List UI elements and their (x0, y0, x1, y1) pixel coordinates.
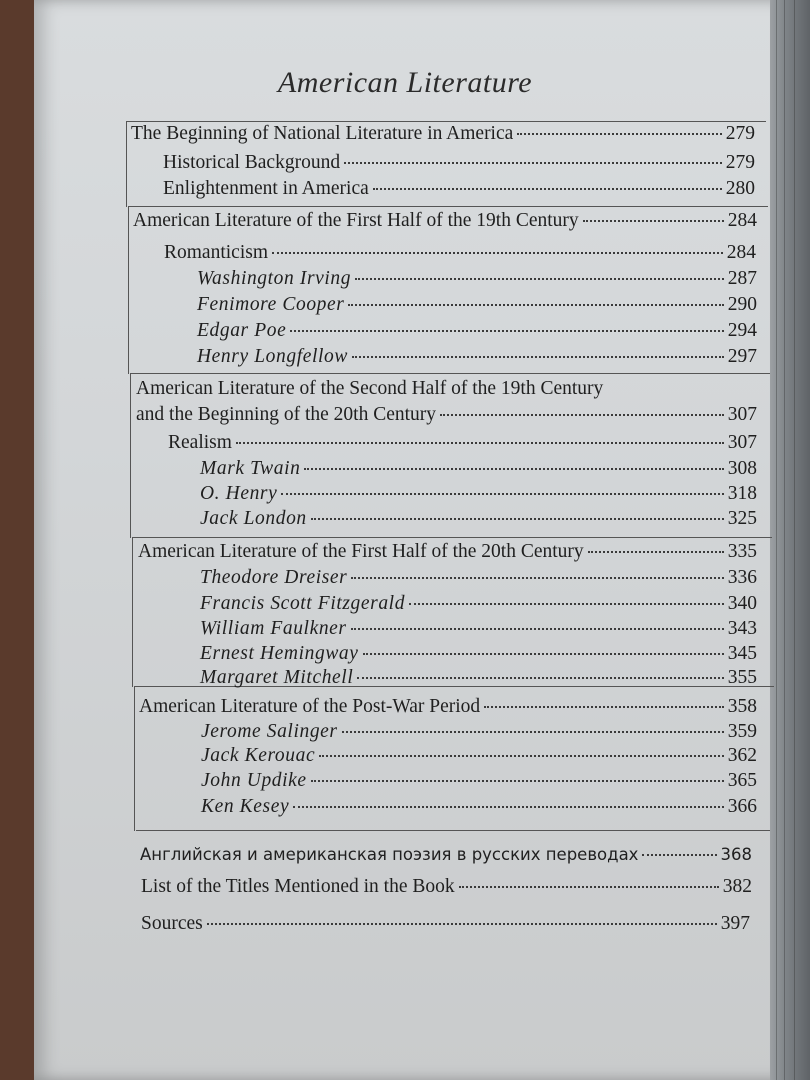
section-rule (128, 206, 768, 207)
section-rule (126, 121, 127, 207)
toc-title: Francis Scott Fitzgerald (200, 593, 406, 614)
dot-leader (484, 704, 724, 708)
toc-entry[interactable] (200, 593, 757, 615)
dot-leader (319, 753, 724, 757)
toc-entry[interactable] (201, 721, 757, 743)
toc-entry[interactable] (163, 178, 755, 200)
toc-title: Ken Kesey (201, 796, 290, 817)
toc-page: 368 (720, 845, 752, 864)
toc-entry[interactable] (164, 242, 756, 264)
dot-leader (440, 412, 724, 416)
dot-leader (293, 804, 724, 808)
toc-entry[interactable] (140, 845, 752, 864)
dot-leader (357, 675, 723, 679)
toc-entry[interactable] (201, 770, 757, 792)
toc-entry[interactable] (136, 404, 757, 426)
dot-leader (207, 921, 717, 925)
toc-title: Enlightenment in America (163, 178, 369, 199)
toc-title: O. Henry (200, 483, 278, 504)
toc-title: Henry Longfellow (197, 346, 348, 367)
toc-entry[interactable] (200, 643, 757, 665)
dot-leader (344, 160, 722, 164)
toc-title: Fenimore Cooper (197, 294, 345, 315)
dot-leader (459, 884, 719, 888)
dot-leader (409, 601, 724, 605)
toc-page: 362 (727, 745, 757, 766)
toc-page: 294 (727, 320, 757, 341)
toc-entry[interactable] (133, 210, 757, 232)
toc-entry[interactable] (197, 346, 757, 368)
dot-leader (373, 186, 722, 190)
toc-page: 397 (720, 913, 750, 934)
toc-page: 325 (727, 508, 757, 529)
toc-entry[interactable] (197, 320, 757, 342)
toc-title: Jack London (200, 508, 307, 529)
toc-title: Ernest Hemingway (200, 643, 359, 664)
toc-page: 307 (727, 432, 757, 453)
toc-title: Theodore Dreiser (200, 567, 348, 588)
toc-entry[interactable] (200, 618, 757, 640)
toc-entry[interactable] (141, 876, 752, 898)
dot-leader (311, 516, 724, 520)
toc-title: Jerome Salinger (201, 721, 338, 742)
section-rule (130, 373, 131, 538)
toc-entry[interactable] (201, 796, 757, 818)
toc-page: 297 (727, 346, 757, 367)
section-rule (134, 686, 135, 831)
toc-entry-line[interactable]: American Literature of the Second Half of the 19th Century (136, 378, 604, 399)
toc-page: 355 (727, 667, 757, 688)
toc-page: 343 (727, 618, 757, 639)
toc-page: 336 (727, 567, 757, 588)
toc-entry[interactable] (141, 913, 750, 935)
toc-page: 284 (726, 242, 756, 263)
page-edge (770, 0, 810, 1080)
toc-page: 335 (727, 541, 757, 562)
toc-entry[interactable] (200, 483, 757, 505)
toc-title: and the Beginning of the 20th Century (136, 404, 437, 425)
toc-entry[interactable] (197, 294, 757, 316)
dot-leader (355, 276, 724, 280)
toc-title: Английская и американская поэзия в русских переводах (140, 845, 639, 864)
toc-page: 359 (727, 721, 757, 742)
toc-entry[interactable] (131, 123, 755, 145)
toc-title: William Faulkner (200, 618, 347, 639)
dot-leader (348, 302, 723, 306)
dot-leader (642, 852, 716, 856)
dot-leader (290, 328, 723, 332)
toc-title: John Updike (201, 770, 307, 791)
section-rule (132, 537, 772, 538)
toc-title: List of the Titles Mentioned in the Book (141, 876, 455, 897)
toc-title: American Literature of the Post-War Period (139, 696, 481, 717)
toc-page: 307 (727, 404, 757, 425)
dot-leader (352, 354, 724, 358)
toc-title: American Literature of the First Half of the 20th Century (138, 541, 584, 562)
dot-leader (363, 651, 724, 655)
toc-page: 280 (725, 178, 755, 199)
toc-title: Realism (168, 432, 232, 453)
toc-title: Romanticism (164, 242, 268, 263)
toc-title: Jack Kerouac (201, 745, 316, 766)
toc-title: Margaret Mitchell (200, 667, 354, 688)
toc-page: 345 (727, 643, 757, 664)
toc-page: 382 (722, 876, 752, 897)
toc-page: 365 (727, 770, 757, 791)
dot-leader (236, 440, 724, 444)
section-rule (128, 206, 129, 374)
toc-page: 279 (725, 123, 755, 144)
section-rule (130, 373, 770, 374)
toc-entry[interactable] (139, 696, 757, 718)
toc-entry[interactable] (138, 541, 757, 563)
dot-leader (272, 250, 723, 254)
toc-entry[interactable] (163, 152, 755, 174)
toc-page: 340 (727, 593, 757, 614)
toc-page: 366 (727, 796, 757, 817)
toc-entry[interactable] (197, 268, 757, 290)
dot-leader (351, 626, 724, 630)
section-rule (136, 830, 770, 831)
section-heading: American Literature (277, 66, 533, 99)
toc-title: Edgar Poe (197, 320, 287, 341)
toc-page: 308 (727, 458, 757, 479)
dot-leader (311, 778, 724, 782)
dot-leader (517, 131, 721, 135)
toc-title: The Beginning of National Literature in America (131, 123, 514, 144)
dot-leader (342, 729, 724, 733)
dot-leader (281, 491, 723, 495)
section-rule (126, 121, 766, 122)
toc-title: American Literature of the First Half of the 19th Century (133, 210, 579, 231)
toc-title: Mark Twain (200, 458, 301, 479)
toc-entry[interactable] (168, 432, 757, 454)
toc-entry[interactable] (200, 508, 757, 530)
toc-entry[interactable] (200, 667, 757, 689)
toc-page: 290 (727, 294, 757, 315)
toc-page: 358 (727, 696, 757, 717)
section-rule (132, 537, 133, 687)
toc-entry[interactable] (201, 745, 757, 767)
toc-title: Historical Background (163, 152, 341, 173)
toc-title: Washington Irving (197, 268, 352, 289)
dot-leader (304, 466, 723, 470)
dot-leader (351, 575, 723, 579)
dot-leader (583, 218, 724, 222)
toc-page: 279 (725, 152, 755, 173)
toc-entry[interactable] (200, 458, 757, 480)
toc-page: 284 (727, 210, 757, 231)
dot-leader (588, 549, 724, 553)
toc-page: 287 (727, 268, 757, 289)
toc-page: 318 (727, 483, 757, 504)
toc-entry[interactable] (200, 567, 757, 589)
toc-title: Sources (141, 913, 203, 934)
